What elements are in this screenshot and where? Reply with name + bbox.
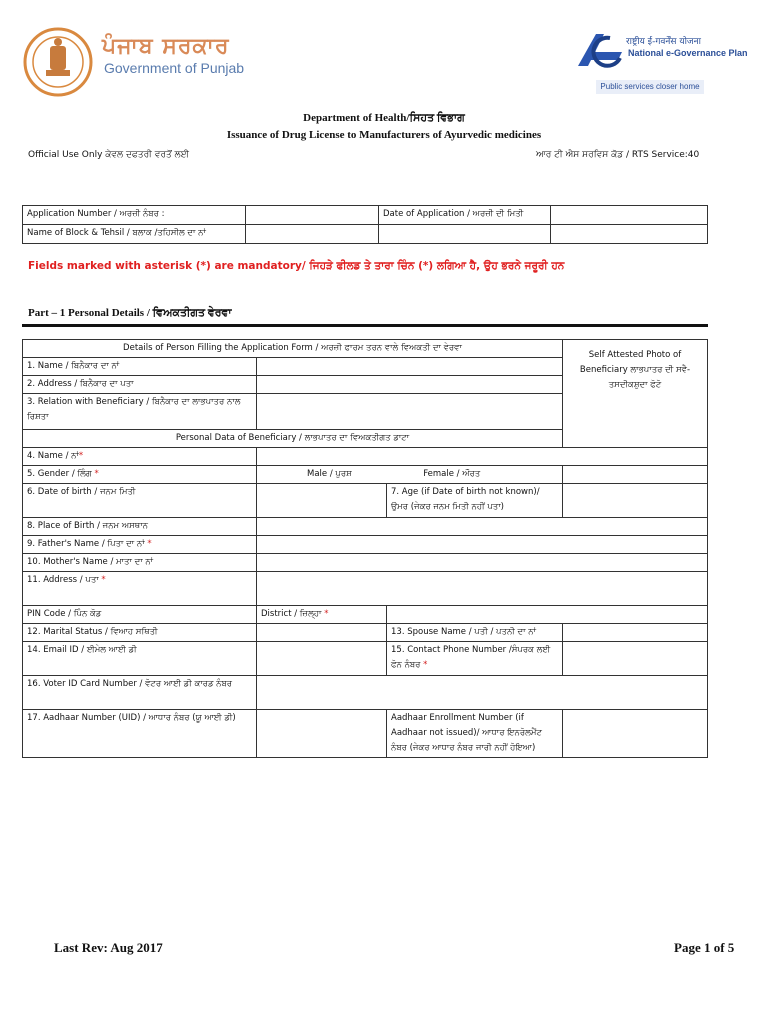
last-revision: Last Rev: Aug 2017 [54, 940, 163, 955]
application-number-field[interactable] [246, 206, 379, 225]
father9-field[interactable] [257, 536, 708, 554]
district-label: District / ਜ਼ਿਲ੍ਹਾ * [257, 606, 387, 624]
part1-divider [22, 324, 708, 327]
date-of-application-label: Date of Application / ਅਰਜ਼ੀ ਦੀ ਮਿਤੀ [379, 206, 551, 225]
form-title: Issuance of Drug License to Manufacturers of Ayurvedic medicines [226, 129, 542, 141]
egov-title-hindi: राष्ट्रीय ई-गवर्नेंस योजना [626, 37, 701, 47]
marital12-field[interactable] [257, 624, 387, 642]
relation3-field[interactable] [257, 394, 563, 430]
egov-title-english: National e-Governance Plan [628, 48, 748, 58]
name4-label: 4. Name / ਨਾਂ* [23, 448, 257, 466]
gender-options[interactable] [257, 466, 563, 484]
phone15-label: 15. Contact Phone Number /ਸੰਪਰਕ ਲਈ ਫੋਨ ਨੰਬਰ * [387, 642, 563, 676]
application-info-table [22, 205, 708, 244]
block-tehsil-label: Name of Block & Tehsil / ਬਲਾਕ /ਤਹਿਸੀਲ ਦਾ ਨਾਂ [23, 225, 246, 244]
egov-tagline: Public services closer home [596, 80, 704, 94]
punjab-government-emblem-icon [22, 26, 94, 98]
date-of-application-field[interactable] [551, 206, 708, 225]
block-tehsil-field-3[interactable] [551, 225, 708, 244]
address2-field[interactable] [257, 376, 563, 394]
email14-label: 14. Email ID / ਈਮੇਲ ਆਈ ਡੀ [23, 642, 257, 676]
email14-field[interactable] [257, 642, 387, 676]
gender-blank [563, 466, 708, 484]
page-number: Page 1 of 5 [674, 940, 735, 955]
name1-field[interactable] [257, 358, 563, 376]
application-number-label: Application Number / ਅਰਜ਼ੀ ਨੰਬਰ : [23, 206, 246, 225]
mother10-field[interactable] [257, 554, 708, 572]
pob8-label: 8. Place of Birth / ਜਨਮ ਅਸਥਾਨ [23, 518, 257, 536]
block-tehsil-field[interactable] [246, 225, 379, 244]
punjab-title-english: Government of Punjab [104, 60, 245, 76]
pob8-field[interactable] [257, 518, 708, 536]
voter16-field[interactable] [257, 676, 708, 710]
age7-label: 7. Age (if Date of birth not known)/ ਉਮਰ (ਜੇਕਰ ਜਨਮ ਮਿਤੀ ਨਹੀਂ ਪਤਾ) [387, 484, 563, 518]
spouse13-label: 13. Spouse Name / ਪਤੀ / ਪਤਨੀ ਦਾ ਨਾਂ [387, 624, 563, 642]
father9-label: 9. Father's Name / ਪਿਤਾ ਦਾ ਨਾਂ * [23, 536, 257, 554]
mandatory-note: Fields marked with asterisk (*) are mandatory/ ਜਿਹੜੇ ਫੀਲਡ ਤੇ ਤਾਰਾ ਚਿੰਨ (*) ਲਗਿਆ ਹੈ, ਉਹ ਭਰਨੇ ਜਰੂਰੀ ਹਨ [28, 260, 565, 272]
aadhaar17-field[interactable] [257, 710, 387, 758]
name1-label: 1. Name / ਬਿਨੈਕਾਰ ਦਾ ਨਾਂ [23, 358, 257, 376]
relation3-label: 3. Relation with Beneficiary / ਬਿਨੈਕਾਰ ਦਾ ਲਾਭਪਾਤਰ ਨਾਲ ਰਿਸ਼ਤਾ [23, 394, 257, 430]
gender5-label: 5. Gender / ਲਿੰਗ * [23, 466, 257, 484]
gender-male-option[interactable]: Male / ਪੁਰਸ਼ [307, 469, 352, 479]
photo-label: Self Attested Photo of Beneficiary ਲਾਭਪਾਤਰ ਦੀ ਸਵੈ-ਤਸਦੀਕਸ਼ੁਦਾ ਫੋਟੋ [579, 350, 691, 390]
aadhaar17-label: 17. Aadhaar Number (UID) / ਆਧਾਰ ਨੰਬਰ (ਯੂ ਆਈ ਡੀ) [23, 710, 257, 758]
photo-box[interactable] [563, 340, 708, 448]
address11-field[interactable] [257, 572, 708, 606]
rts-service-code: ਆਰ ਟੀ ਐਸ ਸਰਵਿਸ ਕੋਡ / RTS Service:40 [536, 150, 700, 160]
pin-label: PIN Code / ਪਿੰਨ ਕੋਡ [23, 606, 257, 624]
voter16-label: 16. Voter ID Card Number / ਵੋਟਰ ਆਈ ਡੀ ਕਾਰਡ ਨੰਬਰ [23, 676, 257, 710]
age7-field[interactable] [563, 484, 708, 518]
dob6-field[interactable] [257, 484, 387, 518]
personal-details-table [22, 339, 708, 758]
enrollment-field[interactable] [563, 710, 708, 758]
gender-female-option[interactable]: Female / ਔਰਤ [423, 469, 481, 479]
enrollment-label: Aadhaar Enrollment Number (if Aadhaar not issued)/ ਆਧਾਰ ਇਨਰੋਲਮੈਂਟ ਨੰਬਰ (ਜੇਕਰ ਆਧਾਰ ਨੰਬਰ ਜਾਰੀ ਨਹੀਂ ਹੋਇਆ) [387, 710, 563, 758]
filler-details-header: Details of Person Filling the Application Form / ਅਰਜ਼ੀ ਫਾਰਮ ਤਰਨ ਵਾਲੇ ਵਿਅਕਤੀ ਦਾ ਵੇਰਵਾ [23, 340, 563, 358]
spouse13-field[interactable] [563, 624, 708, 642]
district-field[interactable] [387, 606, 708, 624]
dob6-label: 6. Date of birth / ਜਨਮ ਮਿਤੀ [23, 484, 257, 518]
address2-label: 2. Address / ਬਿਨੈਕਾਰ ਦਾ ਪਤਾ [23, 376, 257, 394]
name4-field[interactable] [257, 448, 708, 466]
phone15-field[interactable] [563, 642, 708, 676]
address11-label: 11. Address / ਪਤਾ * [23, 572, 257, 606]
department-title: Department of Health/ਸਿਹਤ ਵਿਭਾਗ [303, 112, 465, 124]
part1-title: Part – 1 Personal Details / ਵਿਅਕਤੀਗਤ ਵੇਰਵਾ [28, 307, 232, 319]
block-tehsil-field-2[interactable] [379, 225, 551, 244]
beneficiary-data-header: Personal Data of Beneficiary / ਲਾਭਪਾਤਰ ਦਾ ਵਿਅਕਤੀਗਤ ਡਾਟਾ [23, 430, 563, 448]
official-use-label: Official Use Only ਕੇਵਲ ਦਫਤਰੀ ਵਰਤੋਂ ਲਈ [28, 150, 189, 160]
mother10-label: 10. Mother's Name / ਮਾਤਾ ਦਾ ਨਾਂ [23, 554, 257, 572]
marital12-label: 12. Marital Status / ਵਿਆਹ ਸਥਿਤੀ [23, 624, 257, 642]
punjab-title-punjabi: ਪੰਜਾਬ ਸਰਕਾਰ [102, 34, 230, 59]
